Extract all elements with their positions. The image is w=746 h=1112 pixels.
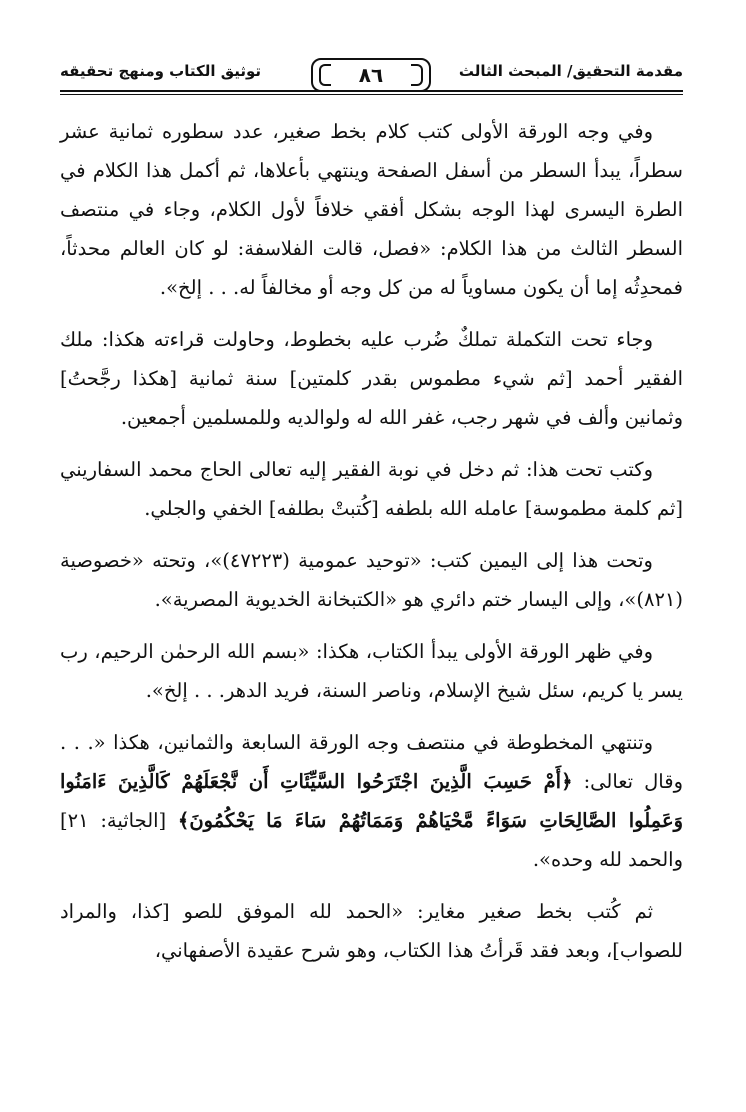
paragraph-catalog-numbers: وتحت هذا إلى اليمين كتب: «توحيد عمومية (٤٧٢٢٣)»، وتحته «خصوصية (٨٢١)»، وإلى اليسار ختم دائري هو «الكتبخانة الخديوية المصرية».	[60, 549, 683, 611]
paragraph-transfer-note: وكتب تحت هذا: ثم دخل في نوبة الفقير إليه تعالى الحاج محمد السفاريني [ثم كلمة مطموسة] عامله الله بلطفه [كُتبتْ بطلفه] الخفي والجلي.	[60, 458, 683, 520]
paragraph-book-opening: وفي ظهر الورقة الأولى يبدأ الكتاب، هكذا: «بسم الله الرحمٰن الرحيم، رب يسر يا كريم، سئل شيخ الإسلام، وناصر السنة، فريد الدهر. . . إلخ».	[60, 640, 683, 702]
page-number: ٨٦	[358, 63, 384, 87]
header-section-title: مقدمة التحقيق/ المبحث الثالث	[458, 62, 683, 80]
paragraph-ownership-note: وجاء تحت التكملة تملكٌ ضُرب عليه بخطوط، وحاولت قراءته هكذا: ملك الفقير أحمد [ثم شيء مطموس بقدر كلمتين] سنة ثمانية [هكذا رجَّحتُ] وثمانين وألف في شهر رجب، غفر الله له ولوالديه وللمسلمين أجمعين.	[60, 328, 683, 429]
quran-verse: ﴿أَمْ حَسِبَ الَّذِينَ اجْتَرَحُوا السَّيِّئَاتِ أَن نَّجْعَلَهُمْ كَالَّذِينَ ءَامَنُوا وَعَمِلُوا الصَّالِحَاتِ سَوَاءً مَّحْيَاهُمْ وَمَمَاتُهُمْ سَاءَ مَا يَحْكُمُونَ﴾	[60, 770, 683, 832]
page-number-frame	[311, 58, 431, 92]
body-text	[60, 112, 683, 970]
paragraph-manuscript-ending	[60, 723, 683, 879]
paragraph-first-folio-front: وفي وجه الورقة الأولى كتب كلام بخط صغير، عدد سطوره ثمانية عشر سطراً، يبدأ السطر من أسفل الصفحة وينتهي بأعلاها، ثم أكمل هذا الكلام في الطرة اليسرى لهذا الوجه بشكل أفقي خلافاً لأول الكلام، وجاء في منتصف السطر الثالث من هذا الكلام: «فصل، قالت الفلاسفة: لو كان العالم محدثاً، فمحدِثُه إما أن يكون مساوياً له من كل وجه أو مخالفاً له. . . إلخ».	[60, 120, 683, 299]
paragraph-reader-note: ثم كُتب بخط صغير مغاير: «الحمد لله الموفق للصو [كذا، والمراد للصواب]، وبعد فقد قَرأتُ هذا الكتاب، وهو شرح عقيدة الأصفهاني،	[60, 900, 683, 962]
running-header	[60, 56, 683, 100]
header-chapter-title: توثيق الكتاب ومنهج تحقيقه	[60, 62, 262, 80]
header-rule-thin	[60, 94, 683, 95]
ending-closing-text: [الجاثية: ٢١] والحمد لله وحده».	[60, 809, 683, 871]
ending-intro-text: وتنتهي المخطوطة في منتصف وجه الورقة السابعة والثمانين، هكذا «. . . وقال تعالى:	[60, 731, 683, 793]
header-rule	[60, 90, 683, 92]
